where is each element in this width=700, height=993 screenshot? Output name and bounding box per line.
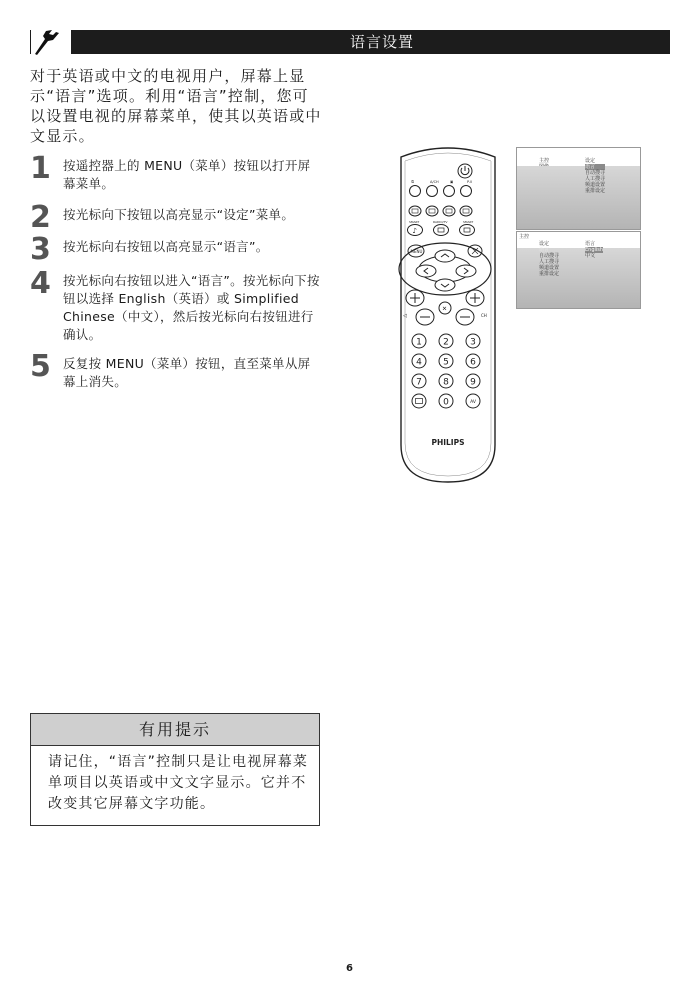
menu-item: 频道设置 [585, 182, 606, 188]
digit-label: 0 [443, 397, 449, 408]
step-text: 按光标向下按钮以高亮显示“设定”菜单。 [63, 207, 295, 222]
remote-label-av: AV [470, 400, 476, 405]
sleep-icon: ⏲ [411, 179, 415, 184]
digit-label: 7 [416, 377, 422, 388]
menu-item: 人工搜寻 [585, 176, 606, 182]
music-note-icon: ♪ [412, 227, 417, 235]
onscreen-menu-main [516, 147, 641, 230]
menu-body [517, 248, 640, 308]
wrench-icon [31, 28, 71, 56]
digit-label: 9 [470, 377, 476, 388]
cursor-left-button [416, 265, 436, 277]
step-number: 2 [30, 200, 51, 235]
menu-item: 重排设定 [585, 188, 606, 194]
remote-label-menu: MENU [410, 249, 423, 254]
remote-button [410, 186, 421, 197]
volume-icon: ◁ [403, 313, 407, 319]
page-title: 语言设置 [349, 33, 414, 51]
menu-body [517, 166, 640, 229]
remote-button [461, 186, 472, 197]
brand-logo: PHILIPS [431, 438, 465, 447]
step-number: 4 [30, 266, 51, 301]
menu-item: 重排设定 [539, 271, 560, 277]
remote-label-radio-tv: RADIO/TV [433, 220, 448, 224]
menu-item: 人工搜寻 [539, 259, 560, 265]
menu-item-selected: 语言 [539, 247, 550, 253]
digit-label: 4 [416, 357, 422, 368]
digit-label: 3 [470, 337, 476, 348]
tip-text: 请记住，“语言”控制只是让电视屏幕菜单项目以英语或中文文字显示。它并不改变其它屏幕文字功能。 [48, 754, 309, 812]
step-text: 按遥控器上的 MENU（菜单）按钮以打开屏幕菜单。 [63, 158, 311, 191]
pip-icon: ▣ [450, 180, 454, 184]
menu-item: 中文 [585, 253, 596, 259]
menu-item: 设定 [539, 241, 550, 247]
page-number: 6 [346, 963, 353, 974]
cursor-down-button [435, 279, 455, 291]
menu-item-highlighted: English [585, 247, 604, 253]
mute-icon: ✕ [442, 305, 448, 313]
digit-label: 6 [470, 357, 476, 368]
menu-item: 语言 [585, 241, 596, 247]
cursor-right-button [456, 265, 476, 277]
remote-button [444, 186, 455, 197]
digit-label: 8 [443, 377, 449, 388]
menu-item: 频道设置 [539, 265, 560, 271]
menu-item: 设定 [585, 158, 596, 164]
remote-label-smart-left: SMART [409, 220, 420, 224]
radio-tv-button [434, 225, 449, 236]
step-text: 按光标向右按钮以进入“语言”。按光标向下按钮以选择 English（英语）或 Simplified Chinese（中文），然后按光标向右按钮进行确认。 [63, 273, 320, 342]
tip-title: 有用提示 [31, 714, 319, 746]
remote-control-illustration [395, 145, 501, 487]
tip-box [30, 713, 320, 826]
step-text: 反复按 MENU（菜单）按钮，直至菜单从屏幕上消失。 [63, 356, 311, 389]
remote-label-ach: A/CH [430, 180, 439, 184]
menu-item-highlighted: 语言 [585, 164, 605, 170]
intro-paragraph: 对于英语或中文的电视用户，屏幕上显示“语言”选项。利用“语言”控制，您可以设置电视的屏幕菜单，使其以英语或中文显示。 [30, 67, 322, 145]
step-number: 1 [30, 151, 51, 186]
menu-right-column [585, 241, 603, 259]
step-number: 3 [30, 232, 51, 267]
step-number: 5 [30, 349, 51, 384]
cursor-up-button [435, 250, 455, 262]
menu-caption: 主控 [519, 234, 530, 240]
remote-label-ch: CH [481, 313, 487, 318]
remote-button [427, 186, 438, 197]
menu-left-column [539, 241, 559, 277]
menu-right-column [585, 158, 605, 194]
digit-label: 1 [416, 337, 422, 348]
digit-label: 2 [443, 337, 449, 348]
power-button [458, 164, 472, 178]
remote-label-pip: P.II [467, 180, 472, 184]
remote-label-smart-right: SMART [463, 220, 474, 224]
smart-picture-button [460, 225, 475, 236]
digit-label: 5 [443, 357, 449, 368]
menu-item: 自动搜寻 [539, 253, 560, 259]
menu-item: 自动搜寻 [585, 170, 606, 176]
step-text: 按光标向右按钮以高亮显示“语言”。 [63, 239, 269, 254]
onscreen-menu-language [516, 231, 641, 309]
menu-item: 主控 [539, 158, 550, 164]
